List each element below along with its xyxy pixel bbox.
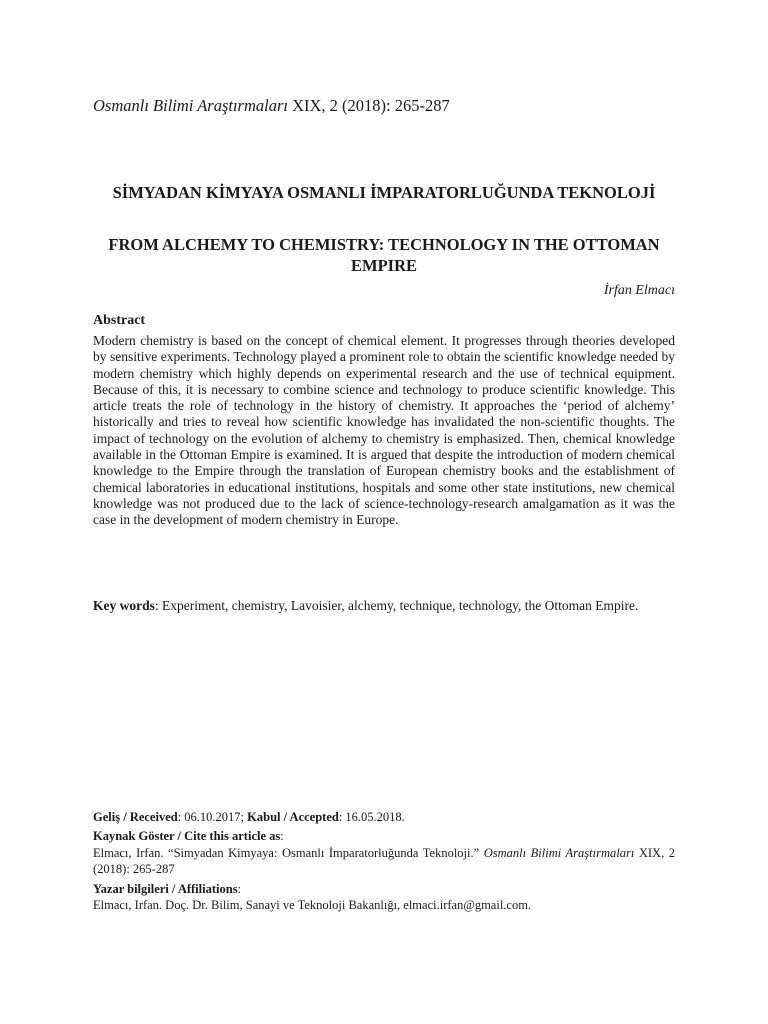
affiliations-text: Elmacı, Irfan. Doç. Dr. Bilim, Sanayi ve Teknoloji Bakanlığı, elmaci.irfan@gmail.com. [93, 898, 532, 912]
abstract-heading: Abstract [93, 313, 146, 328]
keywords-label: Key words [93, 598, 155, 613]
cite-label: Kaynak Göster / Cite this article as [93, 829, 281, 843]
aff-label: Yazar bilgileri / Affiliations [93, 882, 238, 896]
journal-issue: XIX, 2 (2018): 265-287 [292, 96, 450, 115]
received-date: : 06.10.2017; [177, 810, 248, 824]
keywords [93, 598, 675, 614]
abstract-text: Modern chemistry is based on the concept of chemical element. It progresses through theories developed by sensitive experiments. Technology played a prominent role to obtain the scientific knowledge needed by modern chemistry which highly depends on experimental research and the use of technical equipment. Because of this, it is necessary to combine science and technology to produce scientific knowledge. This article treats the role of technology in the history of chemistry. It approaches the ‘period of alchemy’ historically and tries to reveal how scientific knowledge has invalidated the non-scientific thoughts. The impact of technology on the evolution of alchemy to chemistry is emphasized. Then, chemical knowledge available in the Ottoman Empire is examined. It is argued that despite the introduction of modern chemical knowledge to the Empire through the translation of European chemistry books and the establishment of chemical laboratories in educational institutions, hospitals and some other state institutions, new chemical knowledge was not produced due to the lack of science-technology-research amalgamation as it was the case in the development of modern chemistry in Europe. [93, 333, 675, 528]
cite-journal: Osmanlı Bilimi Araştırmaları [483, 846, 635, 860]
title-english: FROM ALCHEMY TO CHEMISTRY: TECHNOLOGY IN THE OTTOMAN EMPIRE [108, 235, 660, 275]
cite-colon: : [280, 829, 284, 843]
received-label: Geliş / Received [93, 810, 178, 824]
received-accepted-dates [93, 810, 675, 826]
journal-citation [93, 96, 450, 116]
title-turkish: SİMYADAN KİMYAYA OSMANLI İMPARATORLUĞUNDA TEKNOLOJİ [112, 183, 656, 202]
keywords-text: : Experiment, chemistry, Lavoisier, alchemy, technique, technology, the Ottoman Empire. [154, 598, 639, 613]
accepted-date: : 16.05.2018. [338, 810, 405, 824]
affiliations-heading [93, 882, 675, 898]
aff-colon: : [237, 882, 242, 896]
cite-heading [93, 829, 675, 845]
citation-text [93, 846, 675, 877]
cite-prefix: Elmacı, Irfan. “Simyadan Kimyaya: Osmanlı İmparatorluğunda Teknoloji.” [93, 846, 484, 860]
accepted-label: Kabul / Accepted [247, 810, 339, 824]
cite-suffix: XIX, 2 (2018): 265-287 [93, 846, 675, 876]
journal-name: Osmanlı Bilimi Araştırmaları [93, 96, 288, 115]
author-name: İrfan Elmacı [603, 283, 675, 298]
